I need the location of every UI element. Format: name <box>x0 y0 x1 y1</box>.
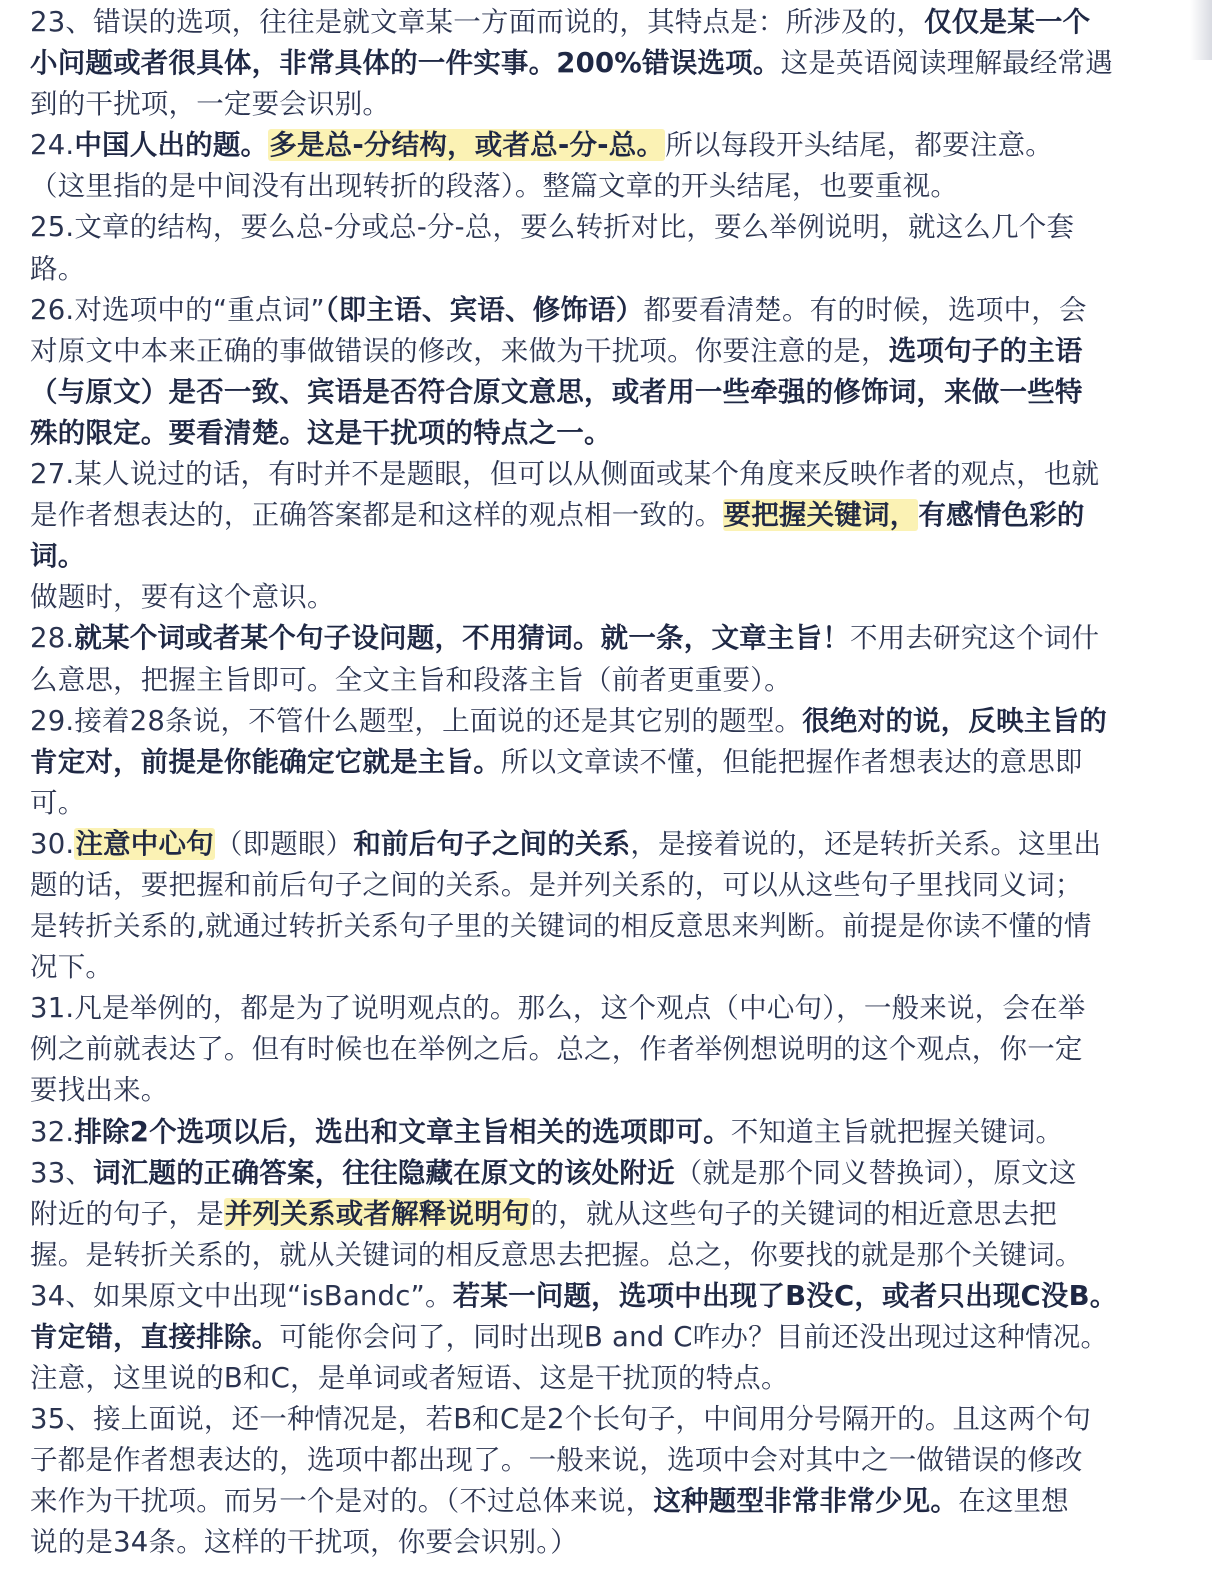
bold-text: 词汇题的正确答案，往往隐藏在原文的该处附近 <box>93 1156 675 1189</box>
text-line <box>30 536 1178 577</box>
text-line <box>30 331 1178 372</box>
text-segment: 27.某人说过的话，有时并不是题眼，但可以从侧面或某个角度来反映作者的观点，也就 <box>30 458 1100 491</box>
text-segment: 到的干扰项，一定要会识别。 <box>30 88 391 121</box>
text-line <box>30 906 1178 947</box>
text-line <box>30 372 1178 413</box>
corner-shadow <box>1190 0 1212 60</box>
text-segment: 要找出来。 <box>30 1074 169 1107</box>
text-line <box>30 701 1178 742</box>
bold-text: 肯定对，前提是你能确定它就是主旨。 <box>30 745 501 778</box>
text-line <box>30 1235 1178 1276</box>
text-segment: 说的是34条。这样的干扰项，你要会识别。） <box>30 1526 578 1559</box>
text-segment: 29.接着28条说，不管什么题型，上面说的还是其它别的题型。 <box>30 704 803 737</box>
bold-text: 选项句子的主语 <box>888 334 1083 367</box>
text-segment: 34、如果原文中出现“isBandc”。 <box>30 1279 453 1312</box>
text-line <box>30 742 1178 783</box>
highlighted-text: 注意中心句 <box>75 827 214 860</box>
text-segment: 23、错误的选项，往往是就文章某一方面而说的，其特点是：所涉及的， <box>30 6 925 38</box>
highlighted-text: 多是总-分结构，或者总-分-总。 <box>269 129 665 162</box>
reading-tips-text <box>30 2 1178 1564</box>
text-segment: 附近的句子，是 <box>30 1197 224 1230</box>
text-segment: 路。 <box>30 252 86 285</box>
text-segment: 做题时，要有这个意识。 <box>30 581 335 614</box>
text-line <box>30 1522 1178 1563</box>
text-line <box>30 988 1178 1029</box>
text-line <box>30 577 1178 618</box>
text-line <box>30 824 1178 865</box>
bold-text: （即主语、宾语、修饰语） <box>324 293 644 326</box>
text-segment: 所以每段开头结尾，都要注意。 <box>665 129 1054 162</box>
highlighted-text: 要把握关键词， <box>723 499 918 532</box>
text-line <box>30 1317 1178 1358</box>
bold-text: 有感情色彩的 <box>918 499 1085 532</box>
text-segment: 25.文章的结构，要么总-分或总-分-总，要么转折对比，要么举例说明，就这么几个套 <box>30 211 1075 244</box>
text-segment: 26.对选项中的“重点词” <box>30 293 325 326</box>
text-line <box>30 1112 1178 1153</box>
text-segment: ，是接着说的，还是转折关系。这里出 <box>630 827 1102 860</box>
bold-text: 和前后句子之间的关系 <box>353 827 631 860</box>
text-segment: 28. <box>30 622 75 655</box>
text-line <box>30 84 1178 125</box>
text-segment: 来作为干扰项。而另一个是对的。（不过总体来说， <box>30 1485 654 1518</box>
text-line <box>30 1481 1178 1522</box>
text-line <box>30 290 1178 331</box>
text-line <box>30 1153 1178 1194</box>
text-line <box>30 1194 1178 1235</box>
text-segment: 对原文中本来正确的事做错误的修改，来做为干扰项。你要注意的是， <box>30 334 889 367</box>
text-line <box>30 166 1178 207</box>
bold-text: 小问题或者很具体，非常具体的一件实事。200%错误选项。 <box>30 47 781 80</box>
text-segment: 这是英语阅读理解最经常遇 <box>780 47 1113 80</box>
bold-text: 就某个词或者某个句子设问题，不用猜词。就一条，文章主旨！ <box>74 622 850 655</box>
text-segment: 是转折关系的,就通过转折关系句子里的关键词的相反意思来判断。前提是你读不懂的情 <box>30 910 1092 943</box>
bold-text: 若某一问题，选项中出现了B没C，或者只出现C没B。 <box>452 1279 1118 1312</box>
text-segment: 35、接上面说，还一种情况是，若B和C是2个长句子，中间用分号隔开的。且这两个句 <box>30 1403 1092 1436</box>
text-line <box>30 125 1178 166</box>
text-segment: 30. <box>30 827 75 860</box>
text-segment: 不知道主旨就把握关键词。 <box>730 1115 1064 1148</box>
text-line <box>30 660 1178 701</box>
text-line <box>30 454 1178 495</box>
text-line <box>30 618 1178 659</box>
text-segment: （即题眼） <box>214 827 354 860</box>
text-line <box>30 1358 1178 1399</box>
bold-text: 仅仅是某一个 <box>924 6 1091 38</box>
text-segment: 32. <box>30 1115 75 1148</box>
text-line <box>30 783 1178 824</box>
text-segment: 况下。 <box>30 951 114 984</box>
text-line <box>30 1029 1178 1070</box>
text-segment: 注意，这里说的B和C，是单词或者短语、这是干扰顶的特点。 <box>30 1362 789 1395</box>
text-segment: 例之前就表达了。但有时候也在举例之后。总之，作者举例想说明的这个观点，你一定 <box>30 1033 1083 1066</box>
text-segment: 么意思，把握主旨即可。全文主旨和段落主旨（前者更重要）。 <box>30 663 792 696</box>
text-segment: 可。 <box>30 786 86 819</box>
bold-text: 中国人出的题。 <box>74 129 269 162</box>
text-segment: 的，就从这些句子的关键词的相近意思去把 <box>530 1197 1057 1230</box>
text-segment: 都要看清楚。有的时候，选项中，会 <box>643 293 1087 326</box>
text-line <box>30 249 1178 290</box>
text-segment: 握。是转折关系的，就从关键词的相反意思去把握。总之，你要找的就是那个关键词。 <box>30 1238 1083 1271</box>
text-line <box>30 1440 1178 1481</box>
text-line <box>30 947 1178 988</box>
text-segment: 24. <box>30 129 75 162</box>
text-line <box>30 1276 1178 1317</box>
bold-text: （与原文）是否一致、宾语是否符合原文意思，或者用一些牵强的修饰词，来做一些特 <box>30 375 1083 408</box>
text-segment: 31.凡是举例的，都是为了说明观点的。那么，这个观点（中心句），一般来说，会在举 <box>30 992 1086 1025</box>
bold-text: 殊的限定。要看清楚。这是干扰项的特点之一。 <box>30 416 612 449</box>
text-segment: （这里指的是中间没有出现转折的段落）。整篇文章的开头结尾，也要重视。 <box>30 170 959 203</box>
highlighted-text: 并列关系或者解释说明句 <box>224 1197 530 1230</box>
text-segment: 在这里想 <box>958 1485 1069 1518</box>
text-segment: 子都是作者想表达的，选项中都出现了。一般来说，选项中会对其中之一做错误的修改 <box>30 1444 1083 1477</box>
bold-text: 排除2个选项以后，选出和文章主旨相关的选项即可。 <box>74 1115 731 1148</box>
text-segment: 33、 <box>30 1156 94 1189</box>
text-line <box>30 43 1178 84</box>
bold-text: 肯定错，直接排除。 <box>30 1321 280 1353</box>
text-line <box>30 207 1178 248</box>
text-segment: 是作者想表达的，正确答案都是和这样的观点相一致的。 <box>30 499 723 532</box>
text-line <box>30 865 1178 906</box>
text-line <box>30 413 1178 454</box>
text-line <box>30 495 1178 536</box>
bold-text: 很绝对的说，反映主旨的 <box>802 704 1107 737</box>
bold-text: 这种题型非常非常少见。 <box>653 1485 959 1518</box>
text-segment: （就是那个同义替换词），原文这 <box>674 1156 1077 1189</box>
text-segment: 题的话，要把握和前后句子之间的关系。是并列关系的，可以从这些句子里找同义词； <box>30 868 1083 901</box>
text-segment: 可能你会问了，同时出现B and C咋办？目前还没出现过这种情况。 <box>279 1321 1109 1353</box>
text-segment: 所以文章读不懂，但能把握作者想表达的意思即 <box>500 745 1083 778</box>
text-line <box>30 2 1178 43</box>
text-line <box>30 1399 1178 1440</box>
bold-text: 词。 <box>30 540 86 573</box>
text-segment: 不用去研究这个词什 <box>849 622 1100 655</box>
text-line <box>30 1070 1178 1111</box>
